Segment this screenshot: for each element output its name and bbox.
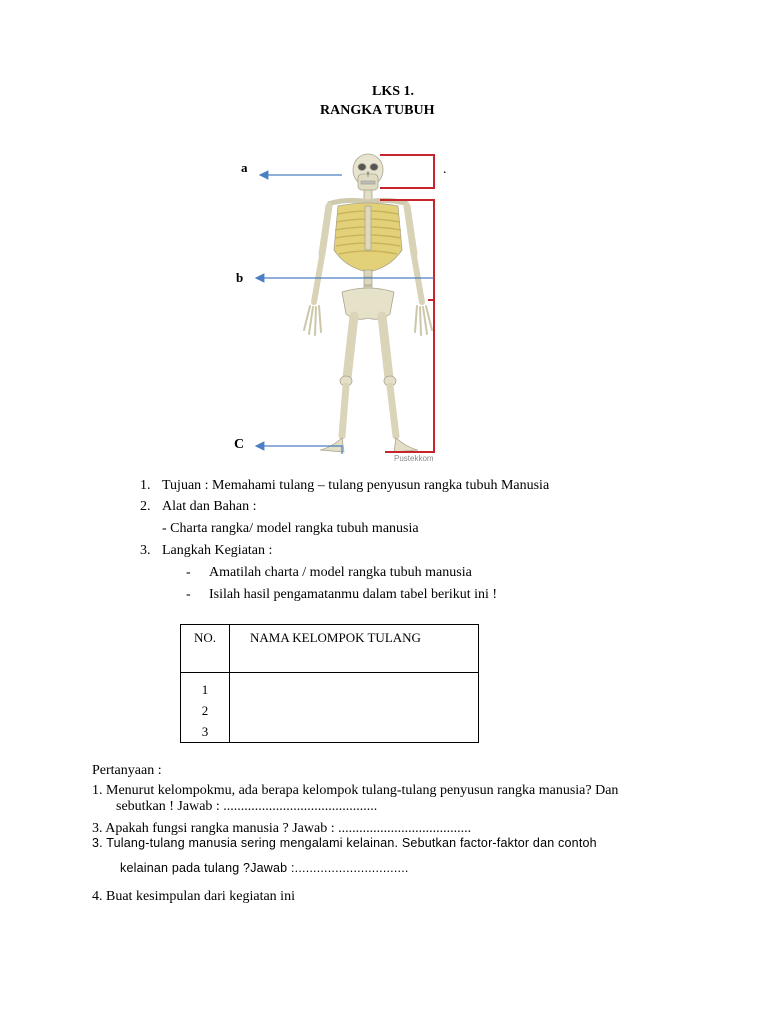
- question-3-abnormality-line-2: kelainan pada tulang ?Jawab :...............................: [120, 861, 409, 875]
- table-row: [181, 673, 479, 743]
- skeleton-figure: [230, 150, 460, 470]
- question-1-line-2: sebutkan ! Jawab : ............................................: [116, 799, 378, 814]
- substep-1-text: Amatilah charta / model rangka tubuh manusia: [209, 565, 472, 580]
- question-1-line-1: 1. Menurut kelompokmu, ada berapa kelompok tulang-tulang penyusun rangka manusia? Dan: [92, 783, 619, 798]
- step-3-text: Langkah Kegiatan :: [162, 543, 273, 558]
- observation-table: [180, 624, 479, 743]
- table-row-number: 1: [201, 682, 209, 697]
- substep-2-text: Isilah hasil pengamatanmu dalam tabel berikut ini !: [209, 587, 498, 602]
- question-4: 4. Buat kesimpulan dari kegiatan ini: [92, 889, 295, 904]
- question-3-abnormality-line-1: 3. Tulang-tulang manusia sering mengalami kelainan. Sebutkan factor-faktor dan contoh: [92, 836, 597, 850]
- step-3-number: 3.: [140, 543, 151, 558]
- step-1-text: Tujuan : Memahami tulang – tulang penyusun rangka tubuh Manusia: [162, 478, 550, 493]
- question-3-function: 3. Apakah fungsi rangka manusia ? Jawab : ......................................: [92, 821, 472, 836]
- page-title: RANGKA TUBUH: [320, 103, 435, 118]
- substep-2-dash: -: [186, 587, 191, 602]
- table-header-name: NAMA KELOMPOK TULANG: [230, 625, 479, 673]
- table-answer-cell[interactable]: [230, 673, 479, 743]
- substep-1-dash: -: [186, 565, 191, 580]
- table-row-number: 2: [201, 703, 209, 718]
- materials-item: - Charta rangka/ model rangka tubuh manusia: [162, 521, 419, 536]
- label-c: C: [234, 437, 245, 452]
- table-header-row: [181, 625, 479, 673]
- worksheet-number: LKS 1.: [372, 84, 415, 99]
- image-watermark: Pustekkom: [394, 454, 434, 463]
- label-b: b: [236, 270, 244, 285]
- step-2-number: 2.: [140, 499, 151, 514]
- label-a: a: [241, 160, 248, 175]
- label-dot: .: [443, 162, 447, 177]
- table-header-no: NO.: [181, 625, 230, 673]
- questions-heading: Pertanyaan :: [92, 763, 162, 778]
- skeleton-image: [304, 154, 432, 452]
- step-1-number: 1.: [140, 478, 151, 493]
- table-numbers-cell: [181, 673, 230, 743]
- step-2-text: Alat dan Bahan :: [162, 499, 257, 514]
- table-row-number: 3: [201, 724, 209, 739]
